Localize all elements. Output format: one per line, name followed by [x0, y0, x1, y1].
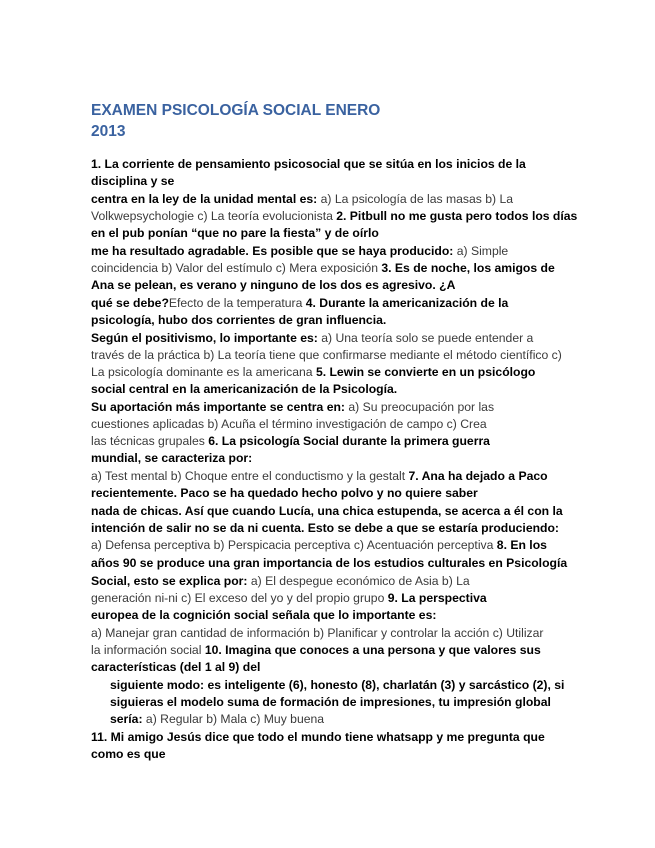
title-line: 2013	[91, 123, 126, 140]
paragraph	[91, 555, 581, 572]
text-line	[91, 625, 581, 642]
paragraph	[91, 330, 581, 398]
answer-text: Volkwepsychologie c) La teoría evolucionista	[91, 209, 337, 223]
question-text: 10. Imagina que conoces a una persona y que valores sus	[204, 643, 541, 657]
text-line	[91, 381, 581, 398]
answer-text: través de la práctica b) La teoría tiene que confirmarse mediante el método científico c)	[91, 348, 562, 362]
paragraph	[91, 625, 581, 676]
document-title	[91, 100, 380, 142]
question-text: Ana se pelean, es verano y ninguno de los dos es agresivo. ¿A	[91, 278, 456, 292]
text-line	[91, 208, 581, 225]
paragraph	[91, 677, 581, 728]
answer-text: cuestiones aplicadas b) Acuña el término investigación de campo c) Crea	[91, 417, 487, 431]
paragraph	[91, 191, 581, 242]
answer-text: a) Test mental b) Choque entre el conductismo y la gestalt	[91, 469, 409, 483]
text-line	[91, 330, 581, 347]
text-line	[91, 590, 581, 607]
question-text: disciplina y se	[91, 174, 175, 188]
question-text: social central en la americanización de la Psicología.	[91, 382, 398, 396]
text-line	[91, 607, 581, 624]
question-text: recientemente. Paco se ha quedado hecho polvo y no quiere saber	[91, 486, 478, 500]
text-line	[91, 659, 581, 676]
paragraph	[91, 573, 581, 624]
answer-text: La psicología dominante es la americana	[91, 365, 316, 379]
text-line	[91, 537, 581, 554]
question-text: siguieras el modelo suma de formación de impresiones, tu impresión global	[110, 695, 551, 709]
question-text: centra en la ley de la unidad mental es:	[91, 192, 321, 206]
paragraph	[91, 243, 581, 294]
text-line	[91, 746, 581, 763]
text-line	[91, 485, 581, 502]
text-line	[91, 677, 581, 694]
text-line	[91, 260, 581, 277]
text-line	[91, 225, 581, 242]
text-line	[91, 573, 581, 590]
text-line	[91, 191, 581, 208]
paragraph	[91, 295, 581, 329]
answer-text: generación ni-ni c) El exceso del yo y del propio grupo	[91, 591, 388, 605]
question-text: sería:	[110, 712, 146, 726]
text-line	[91, 694, 581, 711]
text-line	[91, 711, 581, 728]
answer-text: a) La psicología de las masas b) La	[320, 192, 514, 206]
text-line	[91, 503, 581, 520]
question-text: psicología, hubo dos corrientes de gran influencia.	[91, 313, 387, 327]
question-text: nada de chicas. Así que cuando Lucía, una chica estupenda, se acerca a él con la	[91, 504, 563, 518]
text-line	[91, 156, 581, 173]
question-text: 1. La corriente de pensamiento psicosocial que se sitúa en los inicios de la	[91, 157, 526, 171]
text-line	[91, 399, 581, 416]
text-line	[91, 312, 581, 329]
answer-text: a) Manejar gran cantidad de información b) Planificar y controlar la acción c) Utilizar	[91, 626, 544, 640]
paragraph	[91, 503, 581, 554]
question-text: 11. Mi amigo Jesús dice que todo el mundo tiene whatsapp y me pregunta que	[91, 730, 545, 744]
question-text: 5. Lewin se convierte en un psicólogo	[315, 365, 536, 379]
text-line	[91, 243, 581, 260]
question-text: años 90 se produce una gran importancia de los estudios culturales en Psicología	[91, 556, 568, 570]
text-line	[91, 295, 581, 312]
question-text: 8. En los	[496, 538, 547, 552]
answer-text: a) Regular b) Mala c) Muy buena	[145, 712, 325, 726]
question-text: Social, esto se explica por:	[91, 574, 251, 588]
text-line	[91, 555, 581, 572]
question-text: siguiente modo: es inteligente (6), honesto (8), charlatán (3) y sarcástico (2), si	[110, 678, 565, 692]
question-text: Según el positivismo, lo importante es:	[91, 331, 322, 345]
answer-text: las técnicas grupales	[91, 434, 209, 448]
text-line	[91, 416, 581, 433]
text-line	[91, 347, 581, 364]
text-line	[91, 433, 581, 450]
question-text: características (del 1 al 9) del	[91, 660, 261, 674]
title-line: EXAMEN PSICOLOGÍA SOCIAL ENERO	[91, 102, 381, 119]
answer-text: coincidencia b) Valor del estímulo c) Mera exposición	[91, 261, 382, 275]
question-text: Su aportación más importante se centra en:	[91, 400, 349, 414]
question-text: me ha resultado agradable. Es posible que se haya producido:	[91, 244, 457, 258]
question-text: mundial, se caracteriza por:	[91, 451, 253, 465]
text-line	[91, 468, 581, 485]
text-line	[91, 450, 581, 467]
paragraph	[91, 399, 581, 467]
answer-text: la información social	[91, 643, 205, 657]
answer-text: a) El despegue económico de Asia b) La	[250, 574, 470, 588]
text-line	[91, 277, 581, 294]
text-line	[91, 729, 581, 746]
question-text: 7. Ana ha dejado a Paco	[408, 469, 548, 483]
answer-text: a) Una teoría solo se puede entender a	[321, 331, 534, 345]
text-line	[91, 173, 581, 190]
question-text: europea de la cognición social señala que lo importante es:	[91, 608, 437, 622]
question-text: como es que	[91, 747, 166, 761]
answer-text: a) Defensa perceptiva b) Perspicacia perceptiva c) Acentuación perceptiva	[91, 538, 497, 552]
question-text: 2. Pitbull no me gusta pero todos los días	[336, 209, 578, 223]
paragraph	[91, 729, 581, 763]
question-text: intención de salir no se da ni cuenta. Esto se debe a que se estaría produciendo:	[91, 521, 559, 535]
answer-text: a) Su preocupación por las	[348, 400, 495, 414]
answer-text: a) Simple	[456, 244, 509, 258]
document-body	[91, 156, 581, 764]
question-text: 9. La perspectiva	[387, 591, 487, 605]
question-text: 3. Es de noche, los amigos de	[381, 261, 555, 275]
question-text: qué se debe?	[91, 296, 169, 310]
paragraph	[91, 468, 581, 502]
question-text: en el pub ponían “que no pare la fiesta” y de oírlo	[91, 226, 379, 240]
answer-text: Efecto de la temperatura	[168, 296, 306, 310]
paragraph	[91, 156, 581, 190]
question-text: 4. Durante la americanización de la	[305, 296, 509, 310]
text-line	[91, 520, 581, 537]
question-text: 6. La psicología Social durante la primera guerra	[208, 434, 490, 448]
text-line	[91, 642, 581, 659]
text-line	[91, 364, 581, 381]
